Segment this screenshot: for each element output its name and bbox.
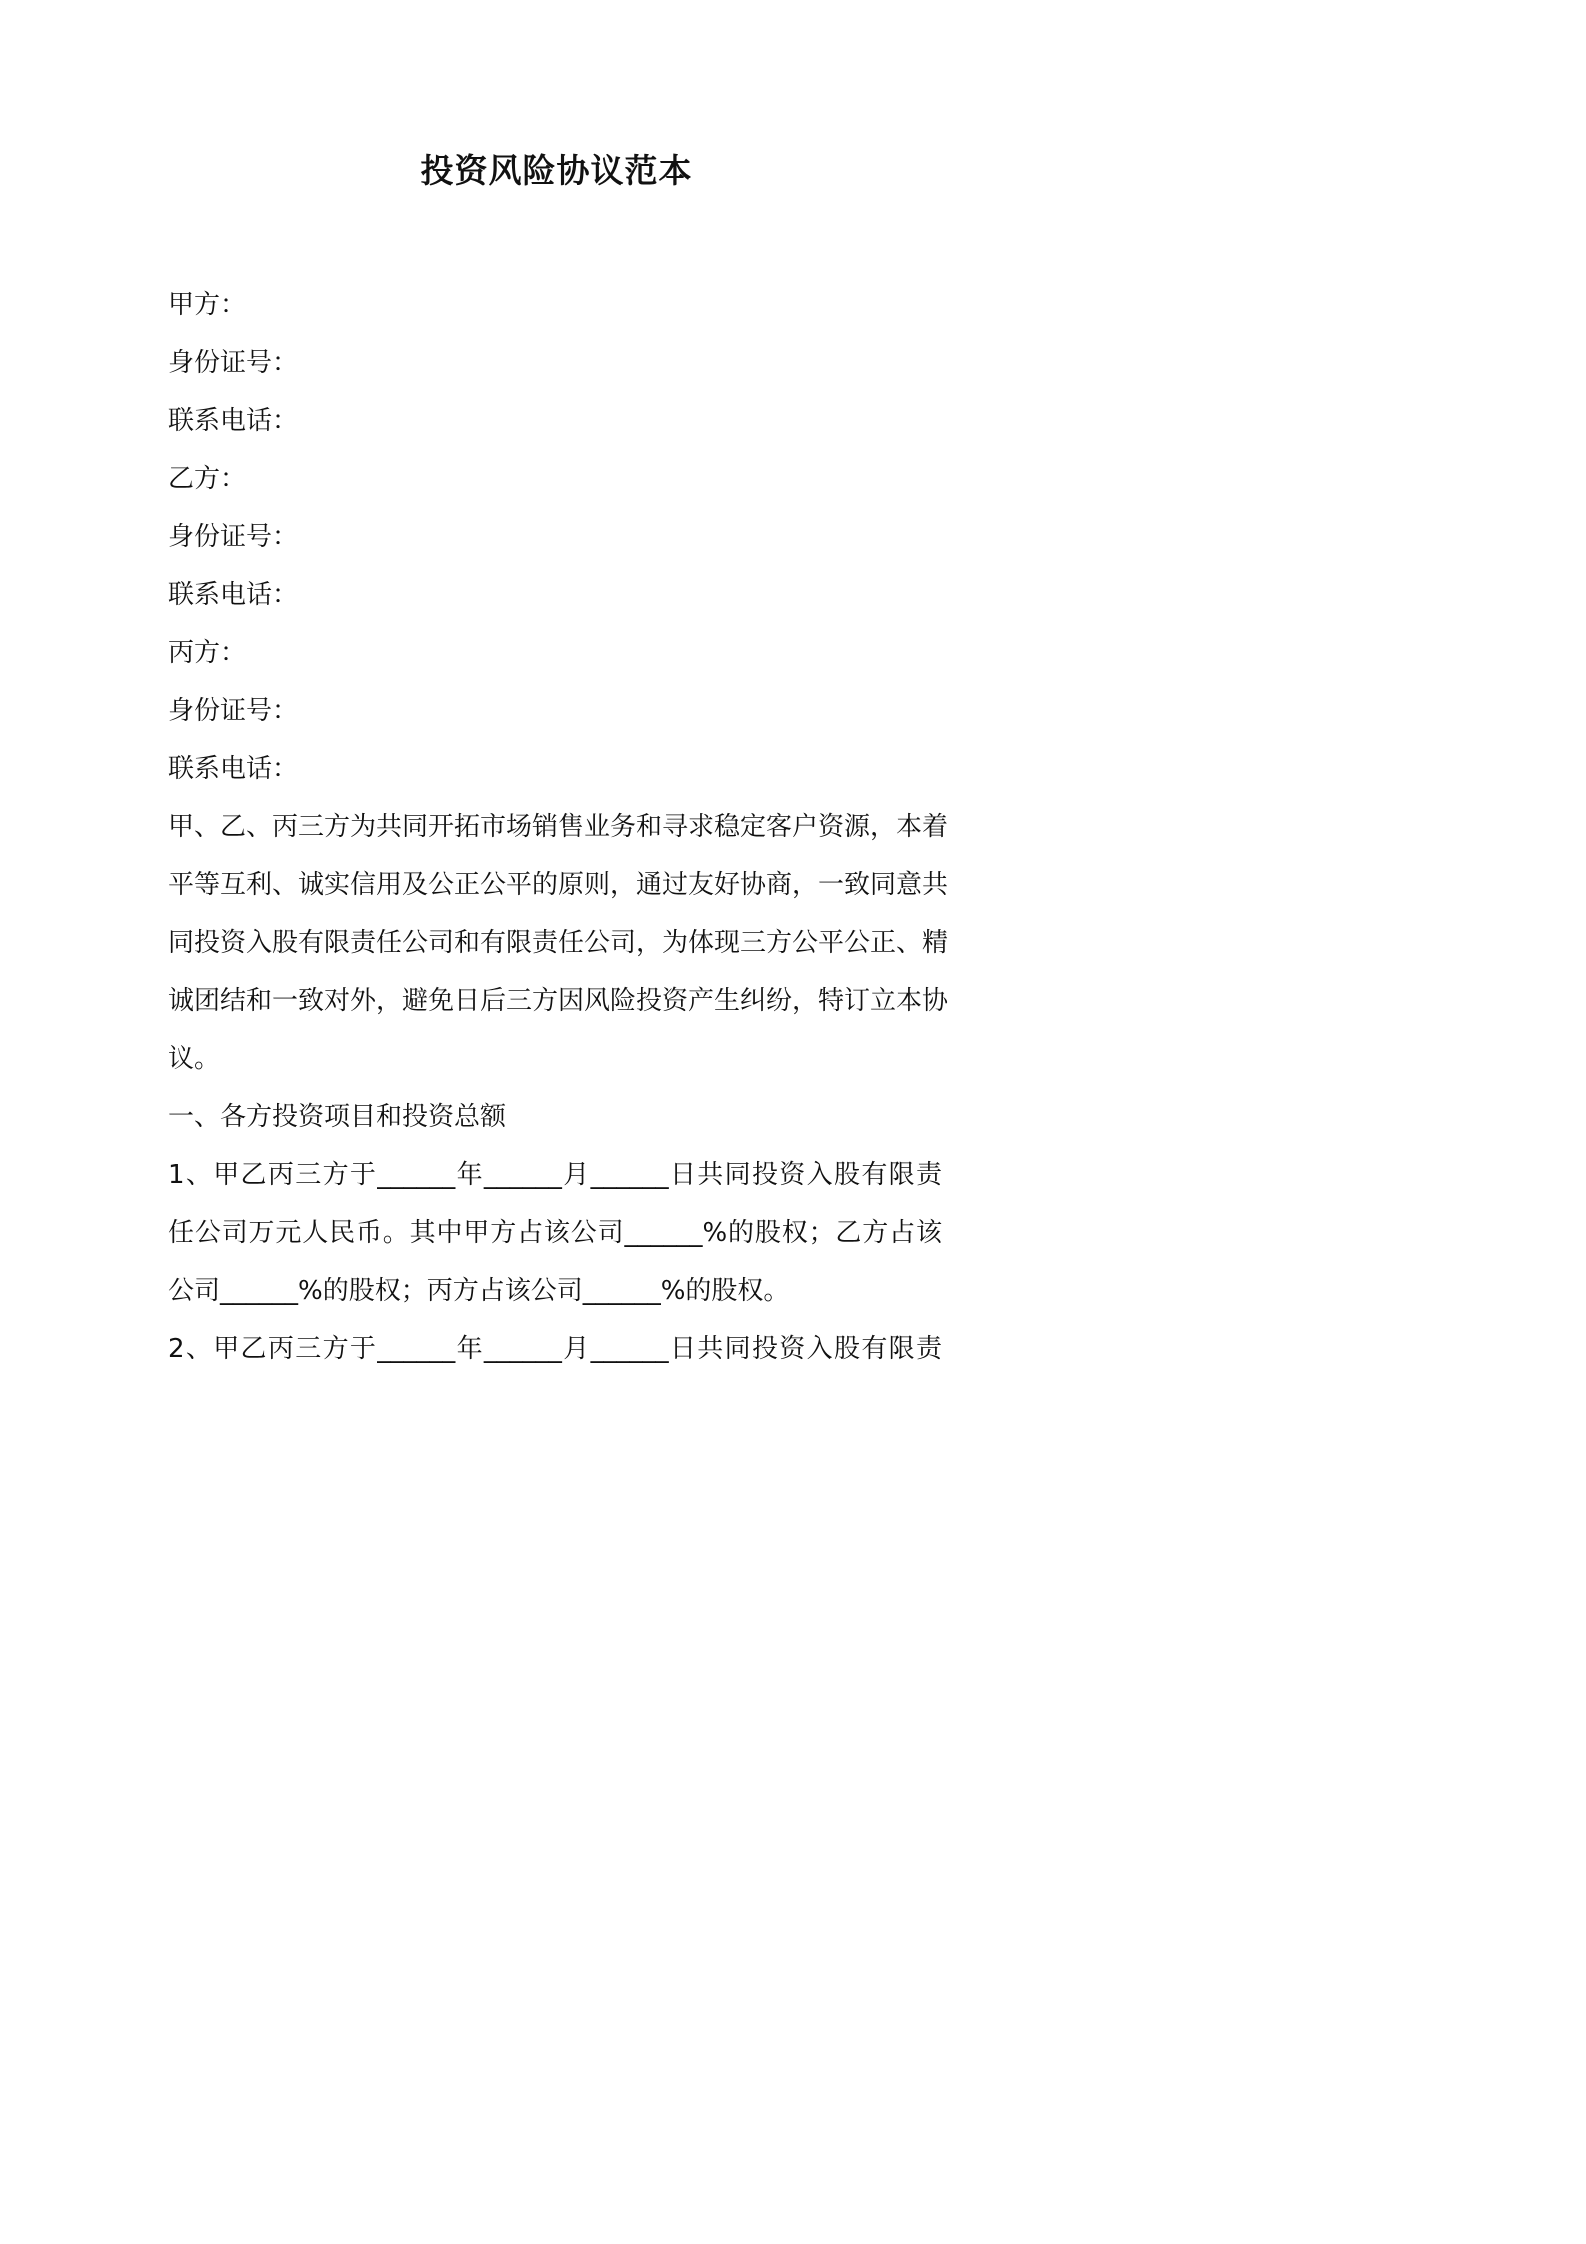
clause-line: 1、甲乙丙三方于______年______月______日共同投资入股有限责 [168,1160,942,1190]
party-a-name-label: 甲方： [168,290,247,320]
preamble-line: 议。 [168,1044,221,1074]
clause-line: 公司______%的股权；丙方占该公司______%的股权。 [168,1276,790,1306]
document-body [168,276,949,1378]
preamble-line: 甲、乙、丙三方为共同开拓市场销售业务和寻求稳定客户资源，本着 [168,812,949,842]
clause-line: 任公司万元人民币。其中甲方占该公司______%的股权；乙方占该 [168,1218,942,1248]
party-b-id-label: 身份证号： [168,522,299,552]
clause-line: 2、甲乙丙三方于______年______月______日共同投资入股有限责 [168,1334,942,1364]
preamble-paragraph [168,798,949,1088]
party-a-id-label: 身份证号： [168,348,299,378]
clause-1-paragraph [168,1146,942,1320]
clause-2-paragraph [168,1320,942,1378]
preamble-line: 平等互利、诚实信用及公正公平的原则，通过友好协商，一致同意共 [168,870,949,900]
party-b-name-label: 乙方： [168,464,247,494]
preamble-line: 同投资入股有限责任公司和有限责任公司，为体现三方公平公正、精 [168,928,949,958]
party-b-phone-label: 联系电话： [168,580,299,610]
party-c-phone-label: 联系电话： [168,754,299,784]
preamble-line: 诚团结和一致对外，避免日后三方因风险投资产生纠纷，特订立本协 [168,986,949,1016]
document-title: 投资风险协议范本 [420,151,693,190]
party-c-name-label: 丙方： [168,638,247,668]
section-1-heading: 一、各方投资项目和投资总额 [168,1102,507,1132]
party-c-id-label: 身份证号： [168,696,299,726]
party-a-phone-label: 联系电话： [168,406,299,436]
document-page [0,0,1103,1561]
